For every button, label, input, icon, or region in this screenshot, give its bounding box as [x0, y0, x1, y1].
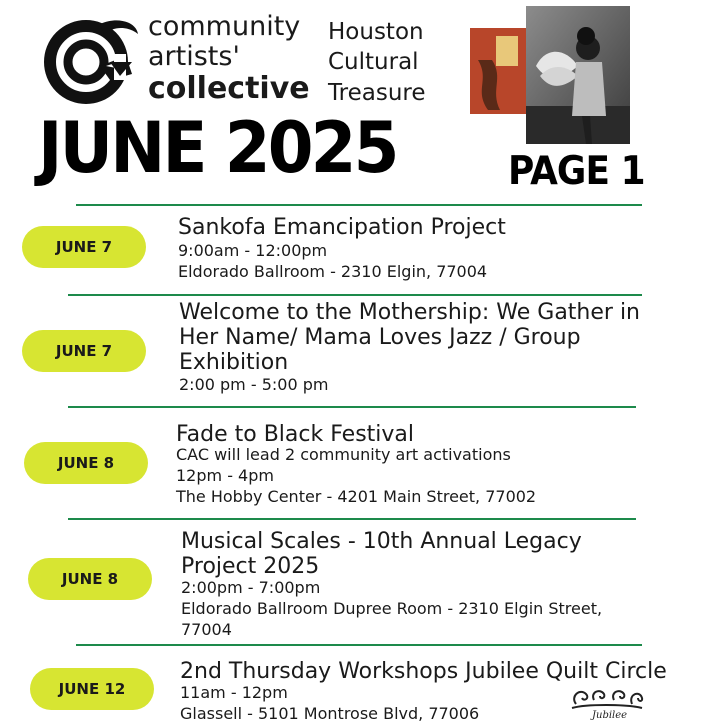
event-title: 2nd Thursday Workshops Jubilee Quilt Circle [180, 659, 667, 684]
tagline-line-2: Cultural [328, 49, 419, 75]
org-name-line-2: artists' [148, 41, 240, 72]
tagline-line-1: Houston [328, 19, 424, 45]
event-title: Fade to Black Festival [176, 422, 415, 447]
event-time: 2:00pm - 7:00pm [181, 578, 321, 597]
month-title: JUNE 2025 [38, 107, 397, 189]
event-title: Sankofa Emancipation Project [178, 215, 506, 240]
event-date-badge: JUNE 8 [28, 558, 152, 600]
event-title: Musical Scales - 10th Annual Legacy Project 2025 [181, 529, 582, 579]
event-note: CAC will lead 2 community art activations [176, 445, 511, 464]
event-title: Welcome to the Mothership: We Gather in Her Name/ Mama Loves Jazz / Group Exhibition [179, 300, 641, 375]
org-name-line-3: collective [148, 71, 310, 106]
page-label: PAGE 1 [508, 149, 645, 194]
divider [68, 518, 636, 520]
event-date-badge: JUNE 7 [22, 330, 146, 372]
event-date-badge: JUNE 12 [30, 668, 154, 710]
event-location: Eldorado Ballroom - 2310 Elgin, 77004 [178, 262, 488, 281]
event-location: The Hobby Center - 4201 Main Street, 77002 [176, 487, 537, 506]
child-angel-wings-photo [526, 6, 630, 144]
org-name-line-1: community [148, 11, 301, 42]
event-time: 11am - 12pm [180, 683, 288, 702]
book-cover-image [470, 20, 532, 120]
divider [76, 204, 642, 206]
event-time: 12pm - 4pm [176, 466, 274, 485]
event-date-badge: JUNE 8 [24, 442, 148, 484]
cac-logo-icon [40, 14, 140, 104]
event-location: Glassell - 5101 Montrose Blvd, 77006 [180, 704, 480, 723]
event-location: Eldorado Ballroom Dupree Room - 2310 Elgin Street, 77004 [181, 599, 603, 639]
event-date-badge: JUNE 7 [22, 226, 146, 268]
jubilee-quilt-logo-icon [566, 686, 648, 720]
divider [76, 644, 642, 646]
event-time: 2:00 pm - 5:00 pm [179, 375, 329, 394]
jubilee-logo-text: Jubilee [592, 710, 628, 720]
divider [68, 294, 642, 296]
event-time: 9:00am - 12:00pm [178, 241, 328, 260]
divider [68, 406, 636, 408]
tagline-line-3: Treasure [328, 80, 426, 106]
